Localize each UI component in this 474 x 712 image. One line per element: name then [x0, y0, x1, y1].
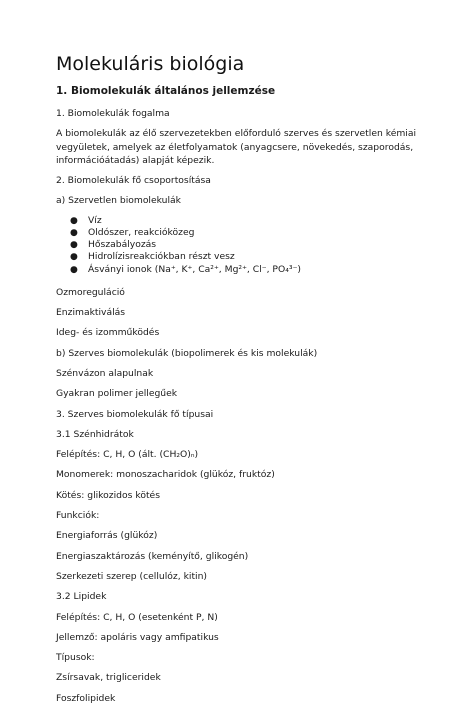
paragraph: Ideg- és izomműködés: [56, 327, 160, 339]
list-item: ● Oldószer, reakcióközeg: [70, 226, 195, 238]
paragraph: Szénvázon alapulnak: [56, 367, 154, 379]
paragraph: Ozmoreguláció: [56, 286, 125, 298]
paragraph: Enzimaktiválás: [56, 307, 126, 319]
document-title: Molekuláris biológia: [56, 53, 245, 75]
paragraph: Funkciók:: [56, 510, 100, 522]
paragraph-line: A biomolekulák az élő szervezetekben előforduló szerves és szervetlen kémiai: [56, 128, 417, 140]
paragraph: Szerkezeti szerep (cellulóz, kitin): [56, 570, 208, 582]
paragraph: a) Szervetlen biomolekulák: [56, 195, 182, 207]
paragraph-line: vegyületek, amelyek az életfolyamatok (anyagcsere, növekedés, szaporodás,: [56, 141, 414, 153]
paragraph: 3.2 Lipidek: [56, 591, 107, 603]
bullet-icon: ●: [70, 227, 78, 238]
paragraph: Monomerek: monoszacharidok (glükóz, fruktóz): [56, 469, 275, 481]
paragraph-definition: [56, 127, 456, 167]
section-heading: 1. Biomolekulák általános jellemzése: [56, 85, 276, 97]
paragraph: Kötés: glikozidos kötés: [56, 489, 160, 501]
paragraph: Jellemző: apoláris vagy amfipatikus: [56, 631, 219, 643]
paragraph: Típusok:: [56, 652, 95, 664]
bullet-icon: ●: [70, 252, 78, 263]
paragraph: Felépítés: C, H, O (esetenként P, N): [56, 611, 218, 623]
paragraph: Energiaszaktározás (keményítő, glikogén): [56, 550, 249, 562]
paragraph: Energiaforrás (glükóz): [56, 530, 158, 542]
bullet-icon: ●: [70, 240, 78, 251]
bullet-icon: ●: [70, 264, 78, 275]
paragraph: 2. Biomolekulák fő csoportosítása: [56, 175, 211, 187]
paragraph: b) Szerves biomolekulák (biopolimerek és kis molekulák): [56, 347, 318, 359]
paragraph: Zsírsavak, trigliceridek: [56, 672, 161, 684]
bullet-icon: ●: [70, 215, 78, 226]
paragraph: Gyakran polimer jellegűek: [56, 388, 178, 400]
document-page: [56, 52, 456, 712]
paragraph: Foszfolipidek: [56, 692, 116, 704]
paragraph: 3.1 Szénhidrátok: [56, 428, 134, 440]
list-item: ● Hőszabályozás: [70, 239, 157, 251]
bullet-list: [56, 215, 456, 276]
paragraph: 1. Biomolekulák fogalma: [56, 108, 170, 119]
paragraph: Felépítés: C, H, O (ált. (CH₂O)ₙ): [56, 449, 199, 461]
list-item: ● Ásványi ionok (Na⁺, K⁺, Ca²⁺, Mg²⁺, Cl⁻, PO₄³⁻): [70, 263, 302, 275]
list-item: ● Hidrolízisreakciókban részt vesz: [70, 251, 235, 263]
list-item: ● Víz: [70, 214, 102, 226]
paragraph: 3. Szerves biomolekulák fő típusai: [56, 408, 214, 420]
paragraph-line: információátadás) alapját képezik.: [56, 154, 215, 166]
